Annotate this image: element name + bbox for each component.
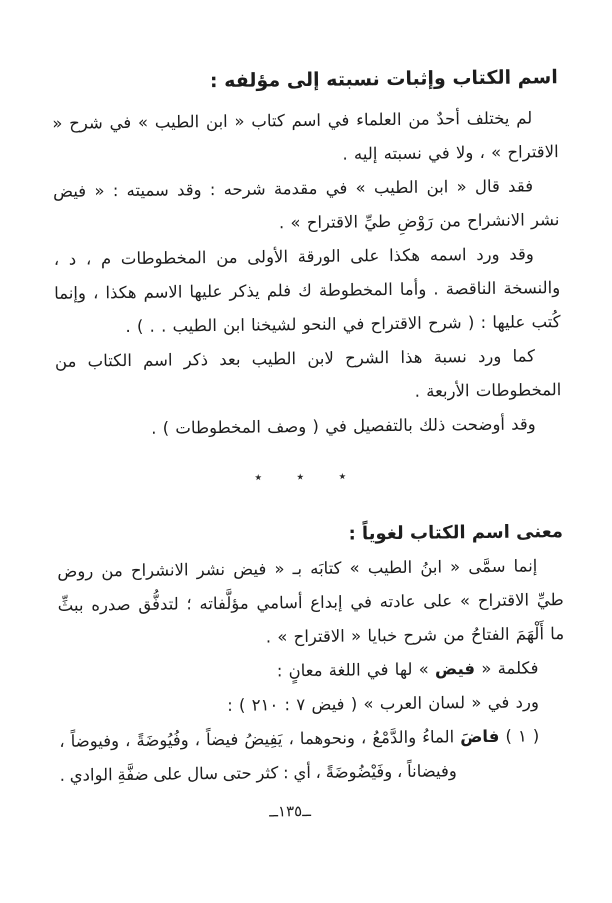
text-run: ورد في « لسان العرب » ( فيض ٧ : ٢١٠ ) : <box>227 692 539 715</box>
emphasized-term: فيض <box>434 659 476 679</box>
paragraph-reason-for-title <box>57 549 564 657</box>
paragraph-definition-item-1 <box>59 719 566 793</box>
section-heading-linguistic-meaning: معنى اسم الكتاب لغوياً : <box>348 521 564 545</box>
text-run: الماءُ والدَّمْعُ ، ونحوهما ، يَفِيضُ فيضاً ، وفُيُوضَةً ، وفيوضاً ، وفيضاناً ، وفَيْضُوضَةً ، أي : كثر حتى سال على ضفَّةِ الوادي . <box>59 727 461 785</box>
text-run: وقد ورد اسمه هكذا على الورقة الأولى من المخطوطات م ، د ، والنسخة الناقصة . وأما المخطوطة ك فلم يذكر عليها الاسم هكذا ، وإنما كُتب عليها : ( شرح الاقتراح في النحو لشيخنا ابن الطيب . . ) . <box>53 244 561 337</box>
emphasized-term: فاضَ <box>460 726 500 747</box>
paragraph-author-naming-quote <box>53 169 560 243</box>
text-run: فقد قال « ابن الطيب » في مقدمة شرحه : وقد سميته : « فيض نشر الانشراح من رَوْضِ طيِّ الاقتراح » . <box>52 176 560 233</box>
text-run: لم يختلف أحدٌ من العلماء في اسم كتاب « ابن الطيب » في شرح « الاقتراح » ، ولا في نسبته إليه . <box>52 108 559 164</box>
section-heading-book-title-attribution: اسم الكتاب وإثبات نسبته إلى مؤلفه : <box>209 66 558 93</box>
text-run: كما ورد نسبة هذا الشرح لابن الطيب بعد ذكر اسم الكتاب من المخطوطات الأربعة . <box>54 346 562 401</box>
paragraph-attribution-in-manuscripts <box>55 339 562 413</box>
text-run: فكلمة « <box>474 658 539 679</box>
paragraph-lisan-alarab-citation <box>59 685 565 725</box>
page-number: ــ١٣٥ــ <box>269 801 312 821</box>
text-run: إنما سمَّى « ابنُ الطيب » كتابَه بـ « فيض نشر الانشراح من روض طيِّ الاقتراح » على عادته في إبداع أسامي مؤلَّفاته ؛ لتدفُّق صدره ببثِّ ما أَلْهَمَ الفتاحُ من شرح خبايا « الاقتراح » . <box>57 556 565 647</box>
text-run: ( ١ ) <box>499 726 540 746</box>
paragraph-word-fayd-meanings <box>58 651 564 691</box>
section-divider-stars-ornament: ٭ ٭ ٭ <box>254 468 347 486</box>
paragraph-see-manuscript-description <box>56 407 562 447</box>
paragraph-manuscripts-title-variants <box>54 237 561 345</box>
text-run: وقد أوضحت ذلك بالتفصيل في ( وصف المخطوطات ) . <box>151 414 536 438</box>
paragraph-no-disagreement <box>52 101 559 175</box>
text-run: » لها في اللغة معانٍ : <box>276 659 436 681</box>
